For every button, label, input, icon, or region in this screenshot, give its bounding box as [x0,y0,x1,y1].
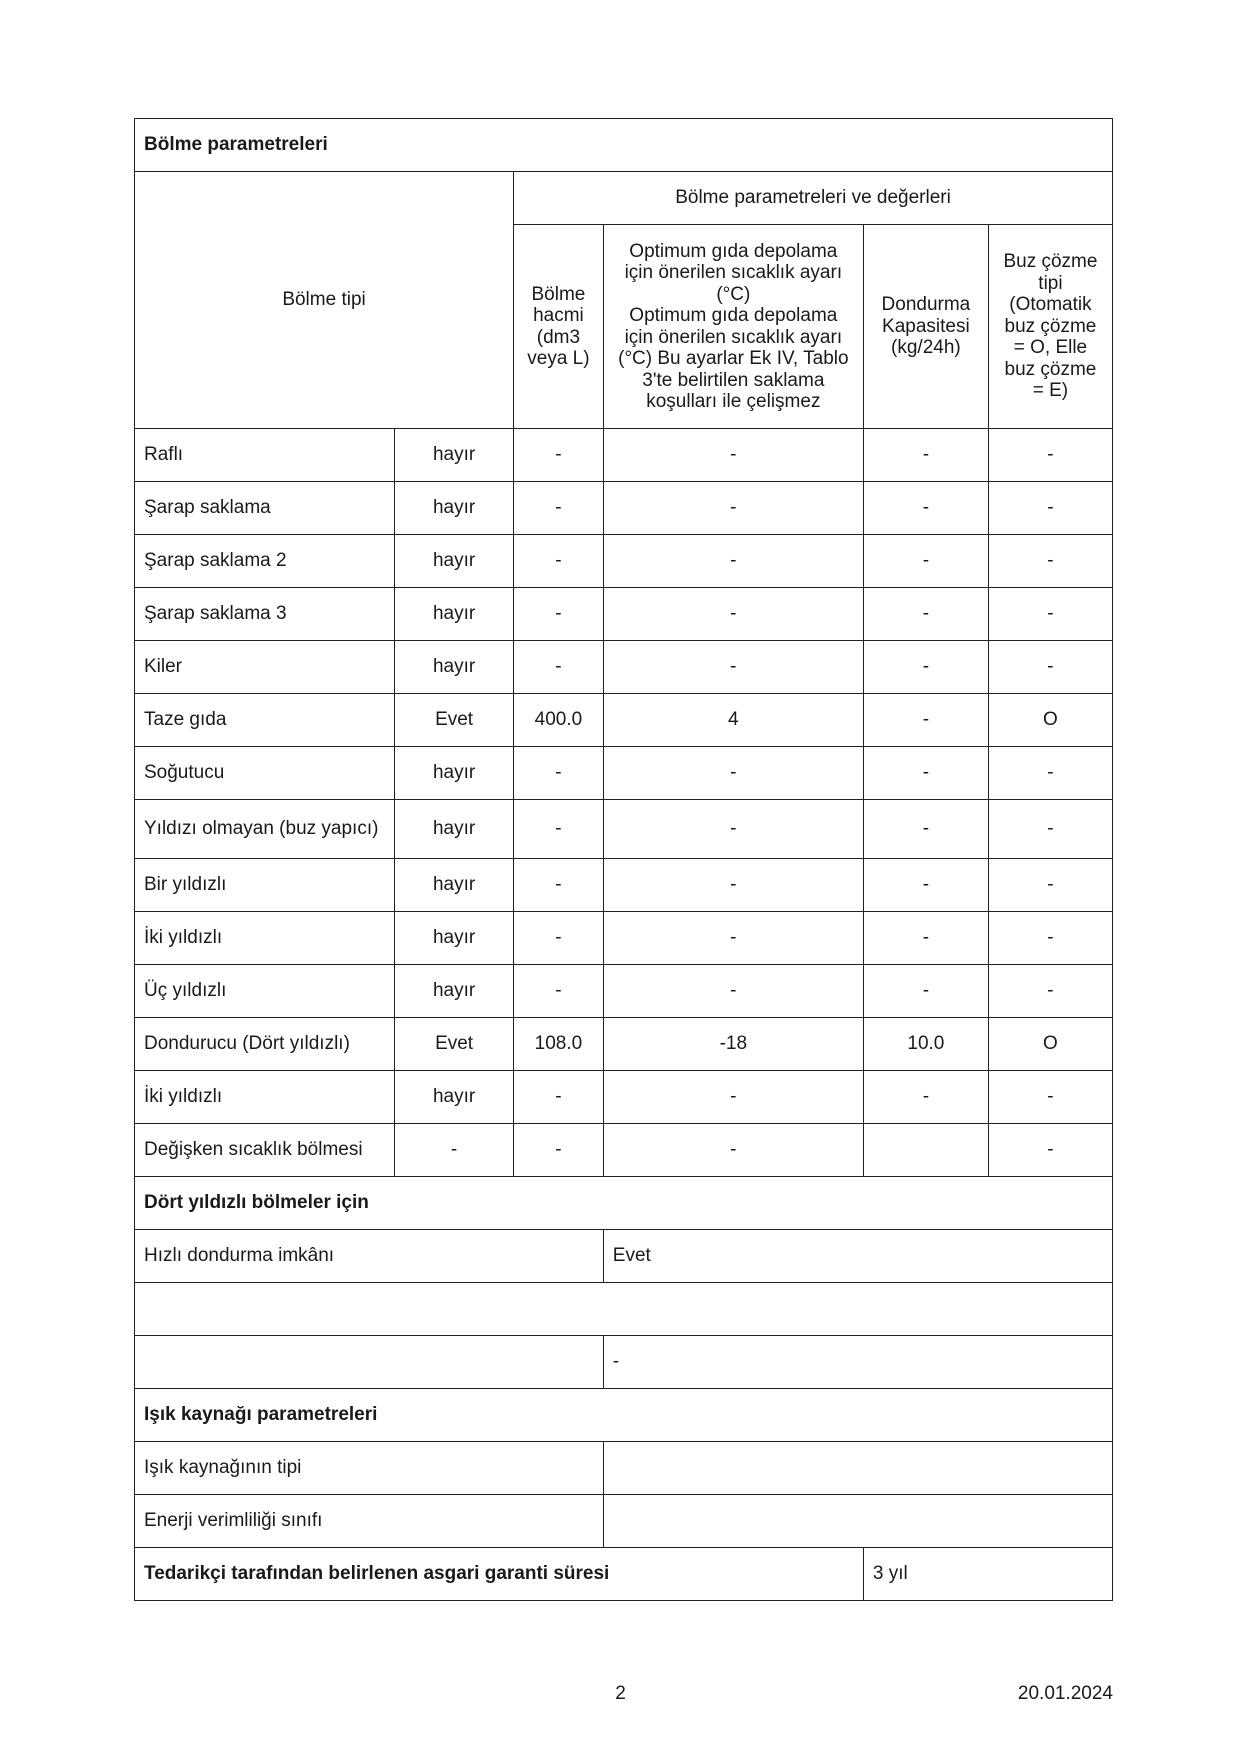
fast-freeze-value: Evet [603,1230,1112,1283]
volume-value: - [514,641,604,694]
present-value: hayır [395,641,514,694]
defrost-value: - [988,965,1112,1018]
light-section-title: Işık kaynağı parametreleri [135,1389,1113,1442]
volume-value: - [514,1071,604,1124]
defrost-value: - [988,588,1112,641]
defrost-value: - [988,800,1112,859]
present-value: hayır [395,747,514,800]
present-value: hayır [395,859,514,912]
compartment-name: Yıldızı olmayan (buz yapıcı) [135,800,395,859]
blank-value-cell: - [603,1336,1112,1389]
temperature-value: - [603,965,863,1018]
temperature-header: Optimum gıda depolama için önerilen sıcaklık ayarı (°C) Optimum gıda depolama için önerilen sıcaklık ayarı (°C) Bu ayarlar Ek IV, Tablo 3'te belirtilen saklama koşulları ile çelişmez [603,225,863,429]
present-value: hayır [395,535,514,588]
freezing-capacity-value: - [863,859,988,912]
light-type-label: Işık kaynağının tipi [135,1442,604,1495]
table-row [135,1283,1113,1336]
table-body [135,119,1113,1601]
temperature-value: 4 [603,694,863,747]
fast-freeze-label: Hızlı dondurma imkânı [135,1230,604,1283]
freezing-capacity-value: - [863,965,988,1018]
table-row [135,588,1113,641]
defrost-value: - [988,912,1112,965]
parameters-group-header: Bölme parametreleri ve değerleri [514,172,1113,225]
table-row [135,1071,1113,1124]
compartment-name: Dondurucu (Dört yıldızlı) [135,1018,395,1071]
compartment-name: Üç yıldızlı [135,965,395,1018]
compartment-table [134,118,1113,1601]
freezing-capacity-value [863,1124,988,1177]
table-row [135,1548,1113,1601]
energy-class-label: Enerji verimliliği sınıfı [135,1495,604,1548]
compartment-name: İki yıldızlı [135,912,395,965]
compartment-name: Kiler [135,641,395,694]
defrost-value: O [988,694,1112,747]
page-number: 2 [615,1683,626,1704]
volume-value: 400.0 [514,694,604,747]
freezing-capacity-value: - [863,800,988,859]
volume-value: - [514,588,604,641]
table-row [135,859,1113,912]
defrost-type-header: Buz çözme tipi (Otomatik buz çözme = O, Elle buz çözme = E) [988,225,1112,429]
table-row [135,965,1113,1018]
energy-class-value [603,1495,1112,1548]
temperature-value: - [603,800,863,859]
freezing-capacity-value: - [863,429,988,482]
temperature-value: - [603,588,863,641]
table-row [135,694,1113,747]
freezing-capacity-value: - [863,535,988,588]
blank-label-cell [135,1336,604,1389]
temperature-value: - [603,859,863,912]
volume-value: - [514,965,604,1018]
table-row [135,912,1113,965]
temperature-value: - [603,1124,863,1177]
freezing-capacity-value: - [863,1071,988,1124]
present-value: Evet [395,694,514,747]
volume-value: - [514,429,604,482]
warranty-value: 3 yıl [863,1548,1112,1601]
table-row [135,482,1113,535]
volume-value: - [514,1124,604,1177]
present-value: hayır [395,1071,514,1124]
section-title: Bölme parametreleri [135,119,1113,172]
volume-value: - [514,747,604,800]
volume-value: - [514,800,604,859]
compartment-name: Soğutucu [135,747,395,800]
freezing-capacity-value: - [863,912,988,965]
table-row [135,1389,1113,1442]
temperature-value: - [603,429,863,482]
compartment-name: Bir yıldızlı [135,859,395,912]
freezing-capacity-value: 10.0 [863,1018,988,1071]
blank-row-cell [135,1283,1113,1336]
present-value: hayır [395,912,514,965]
defrost-value: - [988,535,1112,588]
defrost-value: - [988,859,1112,912]
freezing-capacity-value: - [863,482,988,535]
compartment-name: Şarap saklama [135,482,395,535]
volume-value: - [514,535,604,588]
temperature-value: - [603,482,863,535]
temperature-value: -18 [603,1018,863,1071]
volume-value: - [514,859,604,912]
present-value: Evet [395,1018,514,1071]
table-row [135,1018,1113,1071]
freezing-capacity-header: Dondurma Kapasitesi (kg/24h) [863,225,988,429]
table-row [135,1442,1113,1495]
defrost-value: O [988,1018,1112,1071]
table-row [135,1177,1113,1230]
compartment-name: Şarap saklama 2 [135,535,395,588]
table-row [135,1124,1113,1177]
volume-value: - [514,912,604,965]
table-row [135,535,1113,588]
compartment-name: Şarap saklama 3 [135,588,395,641]
table-row [135,1230,1113,1283]
defrost-value: - [988,429,1112,482]
present-value: hayır [395,800,514,859]
temperature-value: - [603,641,863,694]
defrost-value: - [988,641,1112,694]
compartment-name: Raflı [135,429,395,482]
volume-value: 108.0 [514,1018,604,1071]
present-value: hayır [395,965,514,1018]
compartment-type-header: Bölme tipi [135,172,514,429]
freezing-capacity-value: - [863,747,988,800]
defrost-value: - [988,1124,1112,1177]
table-row [135,429,1113,482]
freezing-capacity-value: - [863,588,988,641]
temperature-value: - [603,535,863,588]
defrost-value: - [988,747,1112,800]
table-row [135,641,1113,694]
present-value: - [395,1124,514,1177]
temperature-value: - [603,1071,863,1124]
compartment-name: Taze gıda [135,694,395,747]
volume-header: Bölme hacmi (dm3 veya L) [514,225,604,429]
table-row [135,1495,1113,1548]
warranty-label: Tedarikçi tarafından belirlenen asgari garanti süresi [135,1548,864,1601]
compartment-name: Değişken sıcaklık bölmesi [135,1124,395,1177]
present-value: hayır [395,482,514,535]
present-value: hayır [395,588,514,641]
table-row [135,1336,1113,1389]
table-row [135,747,1113,800]
light-type-value [603,1442,1112,1495]
present-value: hayır [395,429,514,482]
volume-value: - [514,482,604,535]
table-row [135,800,1113,859]
defrost-value: - [988,1071,1112,1124]
document-date: 20.01.2024 [1017,1683,1113,1704]
temperature-value: - [603,747,863,800]
temperature-value: - [603,912,863,965]
freezing-capacity-value: - [863,641,988,694]
defrost-value: - [988,482,1112,535]
freezing-capacity-value: - [863,694,988,747]
four-star-section-title: Dört yıldızlı bölmeler için [135,1177,1113,1230]
compartment-name: İki yıldızlı [135,1071,395,1124]
